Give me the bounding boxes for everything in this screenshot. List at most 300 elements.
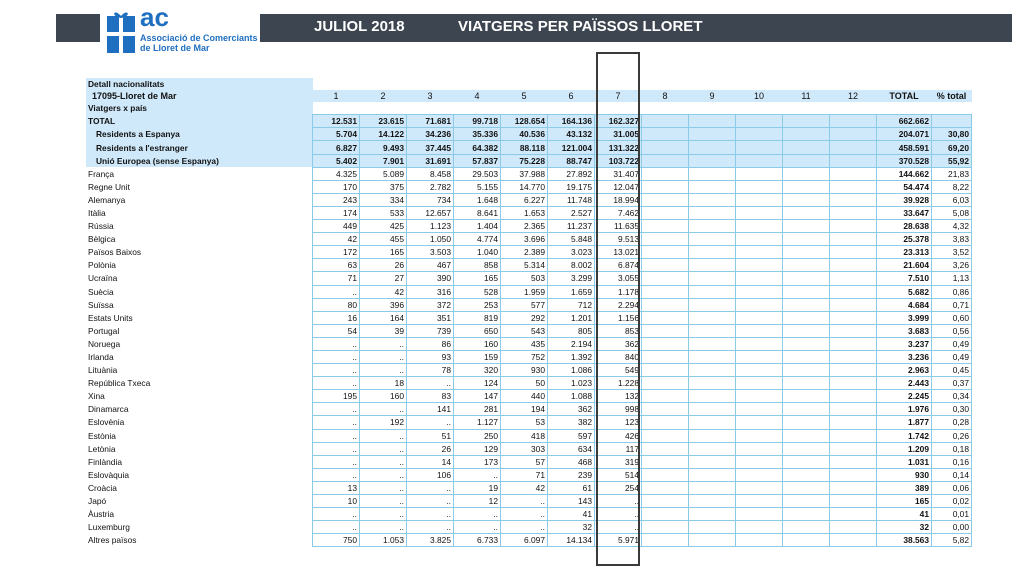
cell-month-3: 106	[407, 468, 454, 481]
cell-month-8	[642, 416, 689, 429]
cell-total: 32	[877, 521, 932, 534]
cell-month-12	[830, 455, 877, 468]
cell-month-4: 1.040	[454, 246, 501, 259]
cell-month-10	[736, 364, 783, 377]
cell-month-8	[642, 350, 689, 363]
cell-pct: 0,06	[932, 481, 972, 494]
month-header-6: 6	[548, 90, 595, 102]
cell-total: 38.563	[877, 534, 932, 547]
row-label: Japó	[88, 496, 107, 507]
cell-month-8	[642, 167, 689, 180]
cell-month-1: ..	[313, 468, 360, 481]
cell-total: 5.682	[877, 285, 932, 298]
cell-month-2: ..	[360, 468, 407, 481]
cell-month-2: ..	[360, 337, 407, 350]
cell-month-8	[642, 298, 689, 311]
cell-month-8	[642, 154, 689, 167]
table-row	[86, 455, 972, 468]
cell-month-8	[642, 377, 689, 390]
cell-month-5: ..	[501, 508, 548, 521]
cell-month-7: 13.021	[595, 246, 642, 259]
cell-month-1: 6.827	[313, 141, 360, 154]
cell-month-11	[783, 180, 830, 193]
cell-month-3: 37.445	[407, 141, 454, 154]
cell-month-10	[736, 154, 783, 167]
nationality-table-area	[86, 78, 972, 547]
row-label: Lituània	[88, 365, 118, 376]
cell-month-8	[642, 206, 689, 219]
row-label: Polònia	[88, 260, 116, 271]
table-row	[86, 298, 972, 311]
cell-pct: 0,49	[932, 350, 972, 363]
cell-month-10	[736, 246, 783, 259]
table-row	[86, 285, 972, 298]
table-section: Viatgers x país	[86, 102, 313, 115]
cell-month-12	[830, 442, 877, 455]
cell-month-6: 1.086	[548, 364, 595, 377]
cell-month-2: 39	[360, 324, 407, 337]
cell-month-7: 362	[595, 337, 642, 350]
cell-month-12	[830, 429, 877, 442]
row-label: Unió Europea (sense Espanya)	[86, 154, 313, 167]
cell-month-9	[689, 220, 736, 233]
cell-month-1: ..	[313, 364, 360, 377]
cell-total: 204.071	[877, 128, 932, 141]
cell-month-9	[689, 534, 736, 547]
cell-month-10	[736, 442, 783, 455]
cell-month-10	[736, 128, 783, 141]
cell-month-12	[830, 220, 877, 233]
cell-total: 33.647	[877, 206, 932, 219]
cell-month-2: ..	[360, 495, 407, 508]
header-title: VIATGERS PER PAÏSSOS LLORET	[458, 18, 703, 35]
cell-month-6: 121.004	[548, 141, 595, 154]
cell-month-4: 320	[454, 364, 501, 377]
cell-month-9	[689, 495, 736, 508]
cell-month-12	[830, 337, 877, 350]
cell-month-6: 61	[548, 481, 595, 494]
cell-month-8	[642, 429, 689, 442]
cell-month-1: ..	[313, 455, 360, 468]
cell-month-7: 1.228	[595, 377, 642, 390]
cell-month-3: 86	[407, 337, 454, 350]
table-row	[86, 495, 972, 508]
cell-month-9	[689, 337, 736, 350]
cell-month-12	[830, 128, 877, 141]
cell-month-1: 174	[313, 206, 360, 219]
cell-pct: 0,71	[932, 298, 972, 311]
cell-month-6: 19.175	[548, 180, 595, 193]
cell-month-10	[736, 324, 783, 337]
cell-month-6: 2.194	[548, 337, 595, 350]
cell-pct: 0,00	[932, 521, 972, 534]
cell-pct: 3,26	[932, 259, 972, 272]
cell-month-7: 5.971	[595, 534, 642, 547]
cell-month-9	[689, 416, 736, 429]
cell-month-4: 1.648	[454, 193, 501, 206]
table-row	[86, 206, 972, 219]
cell-month-12	[830, 272, 877, 285]
cell-month-4: 250	[454, 429, 501, 442]
month-header-8: 8	[642, 90, 689, 102]
cell-month-2: 192	[360, 416, 407, 429]
cell-total: 930	[877, 468, 932, 481]
cell-month-11	[783, 141, 830, 154]
table-row	[86, 403, 972, 416]
table-caption: Detall nacionalitats	[86, 78, 313, 90]
cell-month-10	[736, 416, 783, 429]
cell-month-3: 2.782	[407, 180, 454, 193]
cell-month-7: 103.722	[595, 154, 642, 167]
cell-month-9	[689, 403, 736, 416]
cell-month-2: 164	[360, 311, 407, 324]
cell-month-1: 4.325	[313, 167, 360, 180]
cell-month-4: 29.503	[454, 167, 501, 180]
cell-month-12	[830, 350, 877, 363]
cell-month-3: 93	[407, 350, 454, 363]
cell-pct: 0,49	[932, 337, 972, 350]
cell-month-5: 2.365	[501, 220, 548, 233]
cell-month-12	[830, 403, 877, 416]
cell-month-5: 752	[501, 350, 548, 363]
row-label: Altres països	[88, 535, 137, 546]
cell-month-8	[642, 272, 689, 285]
table-row	[86, 481, 972, 494]
cell-month-2: 334	[360, 193, 407, 206]
cell-month-11	[783, 206, 830, 219]
cell-month-4: 35.336	[454, 128, 501, 141]
cell-month-2: ..	[360, 481, 407, 494]
cell-month-12	[830, 115, 877, 128]
table-row	[86, 508, 972, 521]
cell-month-4: 147	[454, 390, 501, 403]
cell-pct: 55,92	[932, 154, 972, 167]
cell-month-2: 160	[360, 390, 407, 403]
cell-month-5: 303	[501, 442, 548, 455]
cell-month-1: ..	[313, 337, 360, 350]
cell-pct: 0,18	[932, 442, 972, 455]
cell-month-5: 14.770	[501, 180, 548, 193]
row-label: Alemanya	[88, 194, 126, 205]
cell-month-1: ..	[313, 403, 360, 416]
cell-month-10	[736, 115, 783, 128]
cell-month-1: ..	[313, 429, 360, 442]
cell-total: 25.378	[877, 233, 932, 246]
cell-month-1: 80	[313, 298, 360, 311]
cell-month-11	[783, 311, 830, 324]
table-row	[86, 468, 972, 481]
cell-month-10	[736, 206, 783, 219]
cell-total: 2.963	[877, 364, 932, 377]
cell-total: 3.236	[877, 350, 932, 363]
cell-month-5: 57	[501, 455, 548, 468]
cell-pct: 0,56	[932, 324, 972, 337]
cell-total: 2.245	[877, 390, 932, 403]
cell-month-11	[783, 534, 830, 547]
cell-month-4: 1.404	[454, 220, 501, 233]
cell-total: 1.209	[877, 442, 932, 455]
cell-month-12	[830, 521, 877, 534]
cell-month-4: 819	[454, 311, 501, 324]
cell-month-4: 64.382	[454, 141, 501, 154]
cell-month-5: 37.988	[501, 167, 548, 180]
cell-pct: 4,32	[932, 220, 972, 233]
cell-month-5: 543	[501, 324, 548, 337]
row-label: Residents a Espanya	[86, 128, 313, 141]
cell-month-10	[736, 193, 783, 206]
cell-month-2: ..	[360, 508, 407, 521]
cell-month-1: ..	[313, 350, 360, 363]
cell-month-2: ..	[360, 442, 407, 455]
cell-pct: 69,20	[932, 141, 972, 154]
cell-month-6: 88.747	[548, 154, 595, 167]
cell-month-5: 194	[501, 403, 548, 416]
cell-month-5: 128.654	[501, 115, 548, 128]
cell-month-7: 853	[595, 324, 642, 337]
cell-month-7: 549	[595, 364, 642, 377]
cell-pct: 0,01	[932, 508, 972, 521]
table-row	[86, 390, 972, 403]
cell-month-1: 195	[313, 390, 360, 403]
cell-month-8	[642, 508, 689, 521]
cell-total: 3.237	[877, 337, 932, 350]
cell-month-1: ..	[313, 442, 360, 455]
cell-month-12	[830, 167, 877, 180]
cell-month-10	[736, 377, 783, 390]
table-row	[86, 193, 972, 206]
row-label: Letònia	[88, 443, 116, 454]
cell-month-7: 998	[595, 403, 642, 416]
cell-month-8	[642, 390, 689, 403]
cell-month-10	[736, 534, 783, 547]
row-label: República Txeca	[88, 378, 151, 389]
cell-month-8	[642, 455, 689, 468]
cell-month-4: 528	[454, 285, 501, 298]
cell-month-7: 11.635	[595, 220, 642, 233]
cell-month-11	[783, 337, 830, 350]
cell-month-10	[736, 350, 783, 363]
month-header-4: 4	[454, 90, 501, 102]
table-row	[86, 272, 972, 285]
cell-pct: 0,45	[932, 364, 972, 377]
cell-month-9	[689, 324, 736, 337]
cell-pct: 0,30	[932, 403, 972, 416]
cell-month-5: ..	[501, 521, 548, 534]
cell-month-7: ..	[595, 508, 642, 521]
row-label: Eslovènia	[88, 417, 125, 428]
cell-total: 662.662	[877, 115, 932, 128]
cell-month-2: 26	[360, 259, 407, 272]
gift-ribbon-icon	[106, 10, 136, 54]
cell-month-10	[736, 272, 783, 285]
cell-month-1: 12.531	[313, 115, 360, 128]
cell-month-11	[783, 429, 830, 442]
cell-month-6: 32	[548, 521, 595, 534]
cell-month-8	[642, 246, 689, 259]
row-label: Regne Unit	[88, 181, 130, 192]
cell-month-2: 42	[360, 285, 407, 298]
cell-month-4: 12	[454, 495, 501, 508]
cell-month-11	[783, 167, 830, 180]
cell-month-9	[689, 364, 736, 377]
table-row	[86, 442, 972, 455]
cell-month-6: 1.659	[548, 285, 595, 298]
table-row	[86, 377, 972, 390]
nationality-table	[86, 78, 972, 547]
logo-mark: ac	[140, 2, 169, 32]
row-label: Eslovàquia	[88, 469, 129, 480]
cell-month-2: 27	[360, 272, 407, 285]
cell-month-12	[830, 416, 877, 429]
cell-month-11	[783, 272, 830, 285]
cell-month-7: 426	[595, 429, 642, 442]
cell-month-4: 173	[454, 455, 501, 468]
cell-month-4: 159	[454, 350, 501, 363]
table-row	[86, 220, 972, 233]
table-row	[86, 259, 972, 272]
cell-month-8	[642, 324, 689, 337]
cell-month-4: 1.127	[454, 416, 501, 429]
month-header-10: 10	[736, 90, 783, 102]
cell-month-8	[642, 115, 689, 128]
cell-month-7: 9.513	[595, 233, 642, 246]
cell-month-4: 4.774	[454, 233, 501, 246]
cell-month-12	[830, 193, 877, 206]
cell-month-10	[736, 508, 783, 521]
table-row	[86, 246, 972, 259]
row-label: Finlàndia	[88, 456, 122, 467]
cell-month-5: 6.097	[501, 534, 548, 547]
cell-month-2: 18	[360, 377, 407, 390]
month-header-7: 7	[595, 90, 642, 102]
row-label: Països Baixos	[88, 247, 142, 258]
cell-month-1: 71	[313, 272, 360, 285]
cell-pct: 0,14	[932, 468, 972, 481]
cell-month-4: 253	[454, 298, 501, 311]
cell-month-5: 435	[501, 337, 548, 350]
cell-month-3: 734	[407, 193, 454, 206]
cell-month-10	[736, 468, 783, 481]
cell-month-3: 83	[407, 390, 454, 403]
cell-month-7: 18.994	[595, 193, 642, 206]
cell-month-12	[830, 377, 877, 390]
logo	[100, 2, 260, 58]
row-label: Croàcia	[88, 482, 117, 493]
cell-month-12	[830, 141, 877, 154]
cell-month-9	[689, 141, 736, 154]
cell-month-9	[689, 154, 736, 167]
cell-month-11	[783, 246, 830, 259]
cell-month-3: 1.123	[407, 220, 454, 233]
cell-month-4: 165	[454, 272, 501, 285]
logo-text	[140, 33, 258, 53]
cell-month-12	[830, 481, 877, 494]
cell-month-3: 351	[407, 311, 454, 324]
cell-month-7: 2.294	[595, 298, 642, 311]
cell-month-6: 5.848	[548, 233, 595, 246]
cell-month-6: 41	[548, 508, 595, 521]
cell-month-6: 2.527	[548, 206, 595, 219]
row-label: Itàlia	[88, 207, 106, 218]
cell-month-8	[642, 468, 689, 481]
cell-month-10	[736, 285, 783, 298]
cell-month-5: 2.389	[501, 246, 548, 259]
cell-pct: 0,28	[932, 416, 972, 429]
cell-month-9	[689, 259, 736, 272]
cell-month-5: 1.653	[501, 206, 548, 219]
cell-month-5: 42	[501, 481, 548, 494]
table-row	[86, 350, 972, 363]
cell-month-11	[783, 233, 830, 246]
cell-month-10	[736, 233, 783, 246]
cell-month-5: 577	[501, 298, 548, 311]
cell-month-11	[783, 481, 830, 494]
cell-month-8	[642, 403, 689, 416]
table-row	[86, 416, 972, 429]
pct-header: % total	[932, 90, 972, 102]
cell-month-3: 141	[407, 403, 454, 416]
cell-total: 1.877	[877, 416, 932, 429]
cell-month-11	[783, 495, 830, 508]
cell-month-12	[830, 246, 877, 259]
cell-month-1: 16	[313, 311, 360, 324]
cell-month-6: 1.023	[548, 377, 595, 390]
cell-month-6: 1.201	[548, 311, 595, 324]
cell-month-7: 117	[595, 442, 642, 455]
cell-month-3: ..	[407, 416, 454, 429]
cell-total: 165	[877, 495, 932, 508]
cell-month-10	[736, 167, 783, 180]
row-label: Irlanda	[88, 352, 114, 363]
cell-month-1: 63	[313, 259, 360, 272]
cell-month-12	[830, 495, 877, 508]
cell-pct: 0,02	[932, 495, 972, 508]
cell-month-3: 14	[407, 455, 454, 468]
cell-month-10	[736, 403, 783, 416]
logo-line-2: de Lloret de Mar	[140, 43, 210, 53]
cell-month-6: 1.088	[548, 390, 595, 403]
row-label: Luxemburg	[88, 522, 130, 533]
cell-month-5: 440	[501, 390, 548, 403]
row-label: Xina	[88, 391, 105, 402]
cell-month-9	[689, 115, 736, 128]
cell-month-11	[783, 521, 830, 534]
cell-month-6: 14.134	[548, 534, 595, 547]
cell-month-1: 42	[313, 233, 360, 246]
table-row	[86, 233, 972, 246]
cell-month-6: 8.002	[548, 259, 595, 272]
cell-month-2: ..	[360, 364, 407, 377]
row-label: Bèlgica	[88, 234, 116, 245]
cell-month-9	[689, 311, 736, 324]
cell-month-5: 53	[501, 416, 548, 429]
cell-month-4: 160	[454, 337, 501, 350]
cell-total: 7.510	[877, 272, 932, 285]
cell-pct: 3,52	[932, 246, 972, 259]
cell-month-4: ..	[454, 521, 501, 534]
cell-month-11	[783, 350, 830, 363]
cell-month-8	[642, 521, 689, 534]
cell-month-3: 78	[407, 364, 454, 377]
cell-month-8	[642, 285, 689, 298]
cell-month-4: 124	[454, 377, 501, 390]
month-header-2: 2	[360, 90, 407, 102]
cell-month-2: 5.089	[360, 167, 407, 180]
cell-month-8	[642, 141, 689, 154]
cell-month-8	[642, 220, 689, 233]
cell-month-2: 165	[360, 246, 407, 259]
table-row	[86, 128, 972, 141]
